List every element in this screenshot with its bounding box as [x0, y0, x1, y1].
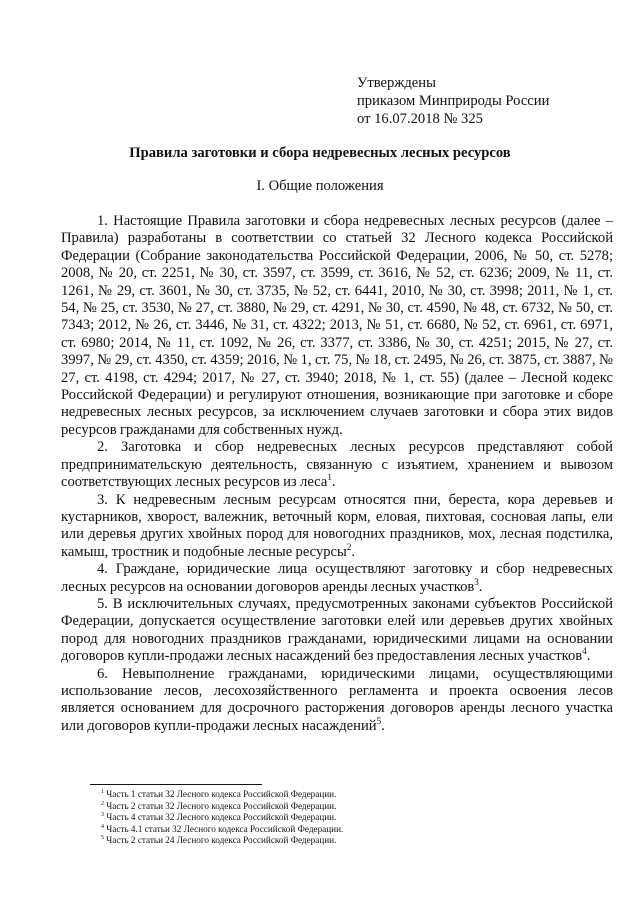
paragraph — [61, 666, 613, 736]
paragraph-tail: . — [351, 543, 355, 560]
footnote — [101, 835, 343, 847]
approval-line: приказом Минприроды России — [357, 93, 550, 109]
paragraph-text: 3. К недревесным лесным ресурсам относятся пни, береста, кора деревьев и кустарников, хворост, валежник, веточный корм, еловая, пихтовая, сосновая лапы, ели или деревья других хвойных пород для новогодних праздников, мох, лесная подстилка, камыш, тростник и подобные лесные ресурсы — [61, 491, 613, 560]
paragraph — [61, 492, 613, 562]
paragraph — [61, 439, 613, 491]
paragraph-tail: . — [478, 578, 483, 595]
approval-stamp — [357, 74, 549, 128]
footnote-text: Часть 1 статьи 32 Лесного кодекса Российской Федерации. — [106, 789, 337, 799]
footnote-text: Часть 2 статьи 32 Лесного кодекса Российской Федерации. — [106, 800, 337, 811]
footnote-text: Часть 4 статьи 32 Лесного кодекса Российской Федерации. — [106, 812, 337, 823]
approval-line: от 16.07.2018 № 325 — [357, 111, 483, 127]
footnote-number: 4 — [101, 823, 104, 830]
paragraph-tail: . — [381, 717, 385, 734]
footnote-ref[interactable]: 1 — [327, 472, 332, 483]
section-heading: I. Общие положения — [256, 178, 384, 194]
footnote-number: 1 — [101, 788, 104, 795]
footnote-text: Часть 2 статьи 24 Лесного кодекса Российской Федерации. — [106, 835, 337, 846]
footnote-number: 5 — [101, 835, 104, 842]
paragraph-tail: . — [331, 474, 336, 491]
footnote-number: 3 — [101, 812, 104, 819]
paragraph-text: 1. Настоящие Правила заготовки и сбора недревесных лесных ресурсов (далее – Правила) разработаны в соответствии со статьей 32 Лесного кодекса Российской Федерации (Собрание законодательства Российской Федерации, 2006, № 50, ст. 5278; 2008, № 20, ст. 2251, № 30, ст. 3597, ст. 3599, ст. 3616, № 52, ст. 6236; 2009, № 11, ст. 1261, № 29, ст. 3601, № 30, ст. 3735, № 52, ст. 6441, 2010, № 30, ст. 3998; 2011, № 1, ст. 54, № 25, ст. 3530, № 27, ст. 3880, № 29, ст. 4291, № 30, ст. 4590, № 48, ст. 6732, № 50, ст. 7343; 2012, № 26, ст. 3446, № 31, ст. 4322; 2013, № 51, ст. 6680, № 52, ст. 6961, ст. 6971, ст. 6980; 2014, № 11, ст. 1092, № 26, ст. 3377, ст. 3386, № 30, ст. 4251; 2015, № 27, ст. 3997, № 29, ст. 4350, ст. 4359; 2016, № 1, ст. 75, № 18, ст. 2495, № 26, ст. 3875, ст. 3887, № 27, ст. 4198, ст. 4294; 2017, № 27, ст. 3940; 2018, № 1, ст. 55) (далее – Лесной кодекс Российской Федерации) и регулируют отношения, возникающие при заготовке и сборе недревесных лесных ресурсов, за исключением случаев заготовки и сбора этих видов ресурсов гражданами для собственных нужд. — [61, 213, 613, 438]
footnote — [101, 824, 343, 836]
footnote-divider — [90, 784, 262, 785]
paragraph — [61, 561, 613, 596]
footnote-ref[interactable]: 5 — [376, 715, 382, 726]
paragraph-text: 4. Граждане, юридические лица осуществляют заготовку и сбор недревесных лесных ресурсов на основании договоров аренды лесных участков — [61, 561, 613, 595]
footnote-ref[interactable]: 4 — [582, 646, 587, 657]
document-body — [61, 213, 613, 735]
footnote — [101, 801, 343, 813]
paragraph — [61, 213, 613, 439]
footnote-number: 2 — [101, 800, 104, 807]
footnote-ref[interactable]: 2 — [346, 541, 352, 552]
footnote-ref[interactable]: 3 — [474, 576, 479, 587]
paragraph-tail: . — [586, 648, 591, 665]
paragraph-text: 5. В исключительных случаях, предусмотренных законами субъектов Российской Федерации, допускается осуществление заготовки елей или деревьев других хвойных пород для новогодних праздников гражданами, юридическими лицами на основании договоров купли-продажи лесных насаждений без предоставления лесных участков — [61, 595, 613, 665]
paragraph-text: 6. Невыполнение гражданами, юридическими лицами, осуществляющими использование лесов, лесохозяйственного регламента и проекта освоения лесов является основанием для досрочного расторжения договоров аренды лесного участка или договоров купли-продажи лесных насаждений — [61, 665, 613, 734]
paragraph — [61, 596, 613, 666]
footnote — [101, 812, 343, 824]
approval-line: Утверждены — [357, 75, 436, 91]
footnote-text: Часть 4.1 статьи 32 Лесного кодекса Российской Федерации. — [106, 823, 344, 834]
footnote — [101, 789, 343, 801]
document-title: Правила заготовки и сбора недревесных лесных ресурсов — [129, 145, 511, 161]
footnotes — [101, 789, 343, 847]
paragraph-text: 2. Заготовка и сбор недревесных лесных ресурсов представляют собой предпринимательскую деятельность, связанную с изъятием, хранением и вывозом соответствующих лесных ресурсов из леса — [61, 439, 613, 491]
